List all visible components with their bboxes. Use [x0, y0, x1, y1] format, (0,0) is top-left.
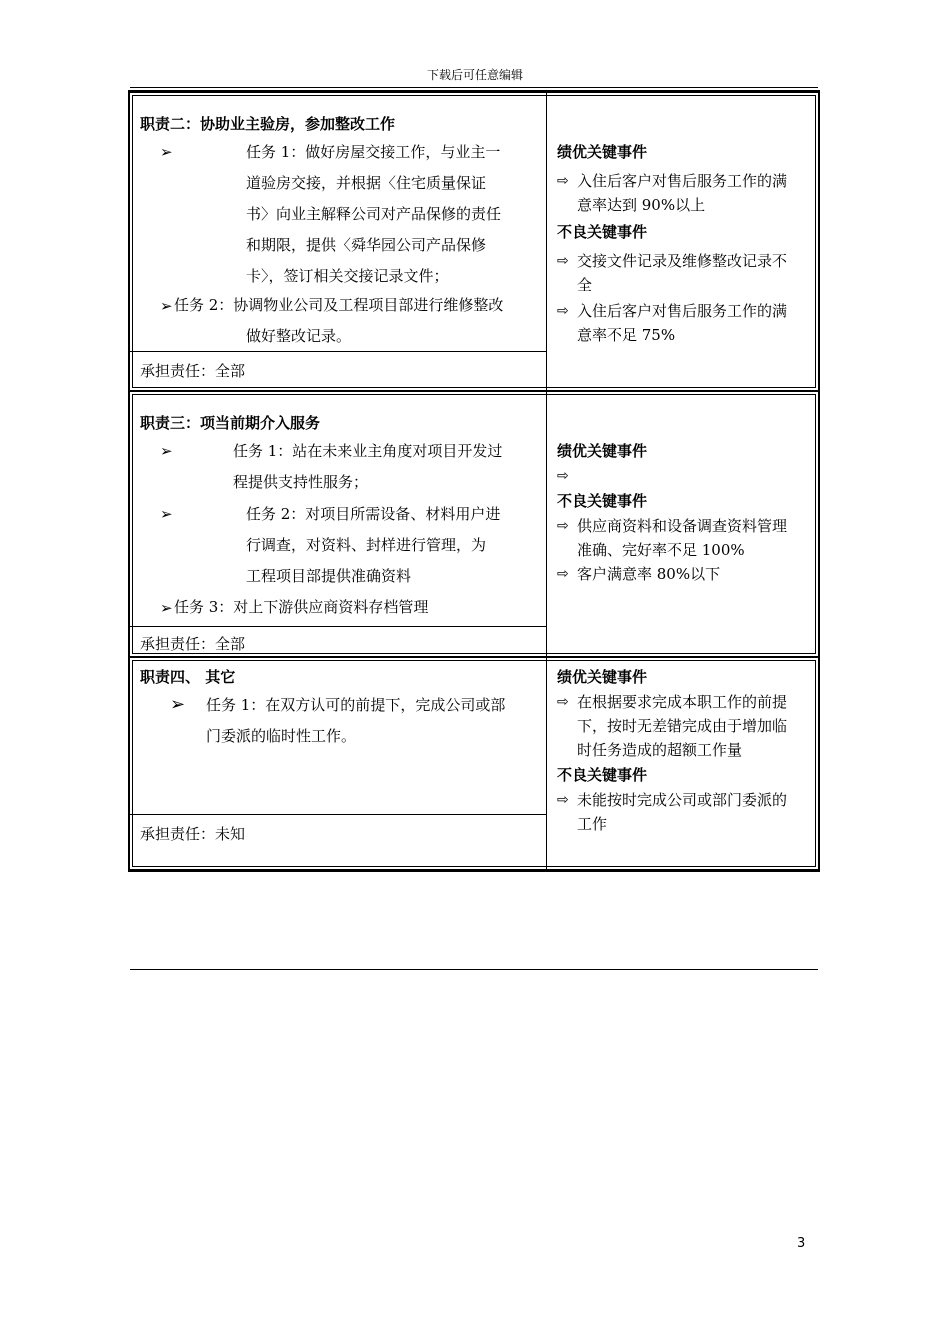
event-line: 交接文件记录及维修整改记录不 — [577, 252, 788, 270]
bad-event-item — [557, 299, 814, 347]
arrowhead-bullet-icon: ➢ — [160, 297, 173, 315]
bad-events-title: 不良关键事件 — [557, 223, 648, 241]
event-line: 下，按时无差错完成由于增加临 — [577, 717, 788, 735]
outline-arrow-icon: ⇨ — [557, 566, 569, 582]
arrowhead-bullet-icon: ➢ — [170, 694, 186, 715]
event-line: 准确、完好率不足 100% — [577, 541, 745, 559]
bearing-responsibility: 承担责任：未知 — [130, 814, 546, 868]
bad-event-item — [557, 514, 814, 562]
page-number: 3 — [797, 1236, 806, 1251]
outline-arrow-icon: ⇨ — [557, 792, 569, 808]
task-item — [246, 499, 538, 592]
task-line: 任务 2：协调物业公司及工程项目部进行维修整改 — [174, 296, 504, 314]
task-line: 程提供支持性服务； — [233, 473, 369, 491]
bearing-responsibility: 承担责任：全部 — [130, 351, 546, 391]
good-events-title: 绩优关键事件 — [557, 668, 648, 686]
good-events-title: 绩优关键事件 — [557, 143, 648, 161]
arrowhead-bullet-icon: ➢ — [160, 599, 173, 617]
kpi-column — [547, 93, 818, 390]
event-line: 客户满意率 80%以下 — [577, 565, 721, 583]
task-item — [174, 592, 544, 623]
responsibility-title: 职责四、 其它 — [140, 668, 236, 686]
task-line: 做好整改记录。 — [246, 327, 352, 345]
outline-arrow-icon: ⇨ — [557, 303, 569, 319]
task-item — [206, 690, 540, 752]
arrowhead-bullet-icon: ➢ — [160, 505, 173, 523]
responsibility-title: 职责二：协助业主验房，参加整改工作 — [140, 115, 396, 133]
responsibility-tasks-column — [130, 658, 547, 869]
task-line: 任务 1：做好房屋交接工作，与业主一 — [246, 143, 501, 161]
outline-arrow-icon: ⇨ — [557, 173, 569, 189]
good-event-item — [557, 169, 814, 217]
task-line: 工程项目部提供准确资料 — [246, 567, 412, 585]
bad-event-item — [557, 249, 814, 297]
footer-rule — [130, 969, 818, 970]
kpi-column — [547, 658, 818, 869]
arrowhead-bullet-icon: ➢ — [160, 143, 173, 161]
kpi-column — [547, 392, 818, 656]
event-line: 供应商资料和设备调查资料管理 — [577, 517, 788, 535]
task-line: 门委派的临时性工作。 — [206, 727, 357, 745]
event-line: 在根据要求完成本职工作的前提 — [577, 693, 788, 711]
task-line: 任务 3：对上下游供应商资料存档管理 — [174, 598, 429, 616]
task-item — [174, 290, 544, 352]
event-line: 意率达到 90%以上 — [577, 196, 706, 214]
responsibility-block-2 — [128, 90, 820, 392]
task-line: 道验房交接，并根据〈住宅质量保证 — [246, 174, 487, 192]
event-line: 未能按时完成公司或部门委派的 — [577, 791, 788, 809]
task-line: 书〉向业主解释公司对产品保修的责任 — [246, 205, 502, 223]
event-line: 全 — [577, 276, 593, 294]
outline-arrow-icon: ⇨ — [557, 694, 569, 710]
outline-arrow-icon: ⇨ — [557, 253, 569, 269]
bad-events-title: 不良关键事件 — [557, 766, 648, 784]
event-line: 时任务造成的超额工作量 — [577, 741, 743, 759]
task-line: 和期限，提供〈舜华园公司产品保修 — [246, 236, 487, 254]
bearing-responsibility: 承担责任：全部 — [130, 626, 546, 660]
event-line: 工作 — [577, 815, 608, 833]
task-line: 任务 2：对项目所需设备、材料用户进 — [246, 505, 501, 523]
task-line: 任务 1：站在未来业主角度对项目开发过 — [233, 442, 503, 460]
task-item — [233, 436, 539, 498]
task-line: 任务 1：在双方认可的前提下，完成公司或部 — [206, 696, 506, 714]
responsibility-title: 职责三：项当前期介入服务 — [140, 414, 321, 432]
event-line: 意率不足 75% — [577, 326, 676, 344]
good-events-title: 绩优关键事件 — [557, 442, 648, 460]
outline-arrow-icon: ⇨ — [557, 468, 569, 484]
task-line: 卡〉，签订相关交接记录文件； — [246, 267, 449, 285]
responsibility-tasks-column — [130, 392, 547, 656]
bad-event-item — [557, 562, 814, 586]
header-rule — [130, 87, 818, 88]
outline-arrow-icon: ⇨ — [557, 518, 569, 534]
responsibility-block-4 — [128, 656, 820, 872]
task-line: 行调查，对资料、封样进行管理，为 — [246, 536, 487, 554]
responsibility-tasks-column — [130, 93, 547, 390]
bad-events-title: 不良关键事件 — [557, 492, 648, 510]
good-event-item — [557, 690, 814, 762]
arrowhead-bullet-icon: ➢ — [160, 442, 173, 460]
page-header: 下载后可任意编辑 — [426, 68, 523, 82]
event-line: 入住后客户对售后服务工作的满 — [577, 172, 788, 190]
responsibility-block-3 — [128, 390, 820, 658]
bad-event-item — [557, 788, 814, 836]
task-item — [246, 137, 536, 292]
event-line: 入住后客户对售后服务工作的满 — [577, 302, 788, 320]
